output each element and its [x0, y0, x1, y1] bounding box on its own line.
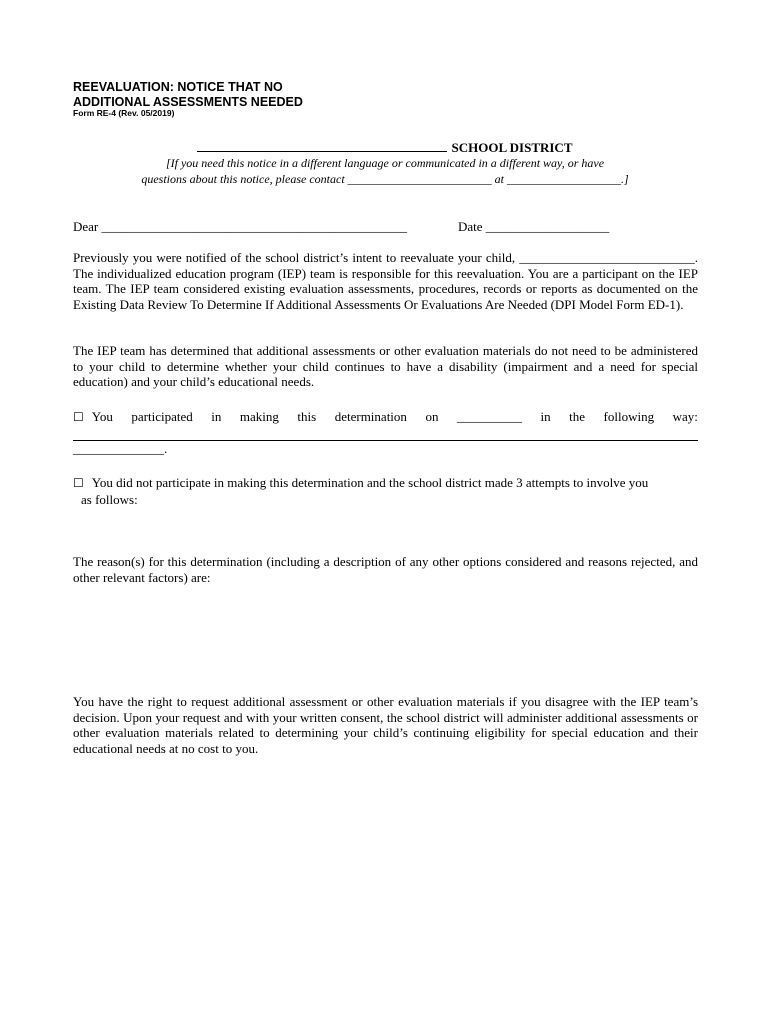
paragraph-reasons: The reason(s) for this determination (including a description of any other options considered and reasons rejected, and other relevant factors) are:: [73, 554, 698, 585]
contact-notice-line1: [If you need this notice in a different language or communicated in a different way, or have: [165, 156, 605, 170]
school-district-label: SCHOOL DISTRICT: [451, 140, 573, 155]
participated-word: determination: [334, 409, 407, 424]
form-title-line1: REEVALUATION: NOTICE THAT NO: [73, 80, 283, 94]
salutation-row: [73, 219, 698, 235]
option-not-participated-line1: [73, 475, 698, 492]
participated-word: this: [297, 409, 317, 424]
participated-date-blank[interactable]: __________: [456, 409, 522, 424]
form-title-line2: ADDITIONAL ASSESSMENTS NEEDED: [73, 95, 303, 109]
participated-way-rule[interactable]: [73, 426, 698, 441]
form-number: Form RE-4 (Rev. 05/2019): [73, 108, 175, 118]
participated-word: in: [211, 409, 222, 424]
school-district-line: [0, 139, 770, 156]
participated-way-trailing: ______________.: [73, 440, 168, 456]
participated-word: participated: [131, 409, 193, 424]
participated-word: You: [91, 409, 113, 424]
paragraph-previous-notice: Previously you were notified of the school district’s intent to reevaluate your child, ___________________________. The individualized education program (IEP) team is responsible for this reevaluation. You are a participant on the IEP team. The IEP team considered existing evaluation assessments, procedures, records or reports as documented on the Existing Data Review To Determine If Additional Assessments Or Evaluations Are Needed (DPI Model Form ED-1).: [73, 250, 698, 312]
participated-word: on: [425, 409, 439, 424]
participated-word: in: [540, 409, 551, 424]
participated-word: way:: [672, 409, 698, 424]
participated-word: following: [603, 409, 655, 424]
option-participated: [73, 409, 698, 456]
option-not-participated-line2: as follows:: [81, 491, 138, 507]
option-not-participated: [73, 475, 698, 507]
school-district-blank[interactable]: [197, 139, 447, 152]
date-field[interactable]: Date ___________________: [458, 219, 610, 234]
not-participated-checkbox[interactable]: ☐: [73, 476, 84, 490]
dear-field[interactable]: Dear _______________________________________________: [73, 219, 408, 234]
contact-notice-line2: questions about this notice, please contact ________________________ at ___________________.]: [141, 172, 629, 186]
contact-notice: [100, 155, 670, 187]
participated-lead: [73, 409, 113, 426]
form-title: [73, 80, 303, 110]
paragraph-rights: You have the right to request additional assessment or other evaluation materials if you disagree with the IEP team’s decision. Upon your request and with your written consent, the school district will administer additional assessments or other evaluation materials related to determining your child’s continuing eligibility for special education and their educational needs at no cost to you.: [73, 694, 698, 756]
paragraph-team-determination: The IEP team has determined that additional assessments or other evaluation materials do not need to be administered to your child to determine whether your child continues to have a disability (impairment and a need for special education) and your child’s educational needs.: [73, 343, 698, 389]
not-participated-text: You did not participate in making this determination and the school district made 3 attempts to involve you: [91, 475, 649, 490]
participated-word: making: [239, 409, 279, 424]
participated-checkbox[interactable]: ☐: [73, 410, 84, 424]
participated-word: the: [569, 409, 585, 424]
option-participated-line: [73, 409, 698, 426]
